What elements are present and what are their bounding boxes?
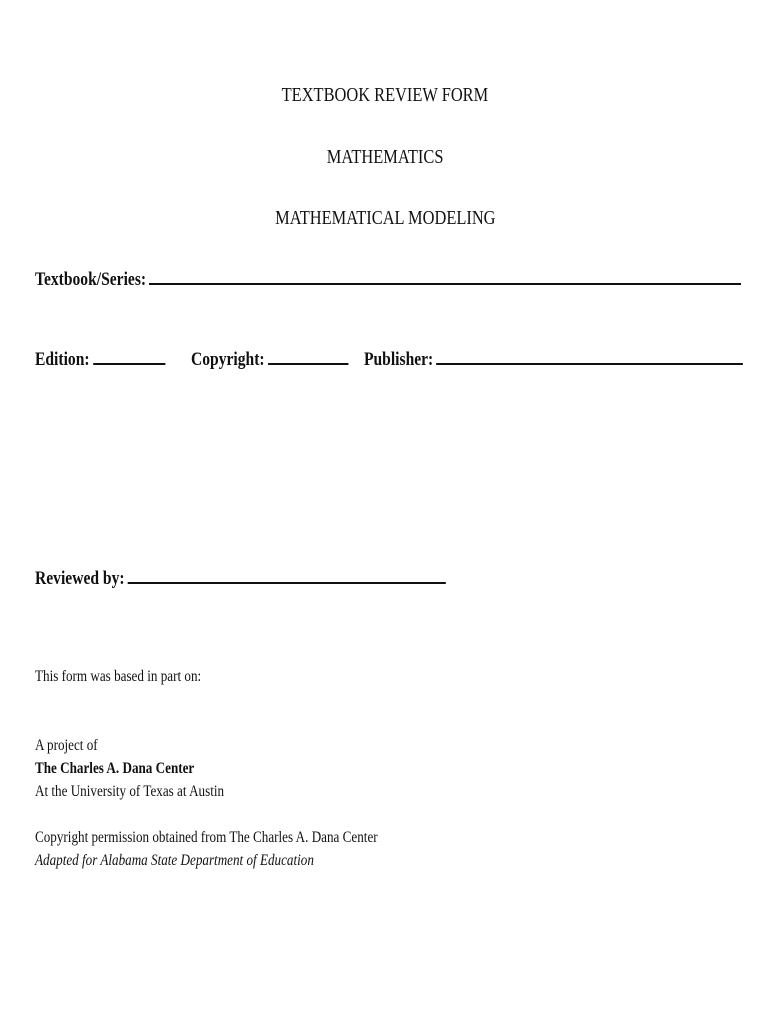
project-of-note: A project of [35, 737, 98, 754]
textbook-series-blank[interactable] [149, 268, 741, 285]
reviewed-by-label: Reviewed by: [35, 568, 125, 589]
textbook-series-field[interactable] [35, 268, 770, 291]
edition-blank[interactable] [93, 348, 165, 365]
copyright-field[interactable] [191, 348, 383, 371]
reviewed-by-field[interactable] [35, 567, 536, 590]
textbook-series-label: Textbook/Series: [35, 269, 147, 290]
form-title: TEXTBOOK REVIEW FORM [281, 84, 489, 106]
subject-heading: MATHEMATICS [326, 146, 444, 168]
permission-note: Copyright permission obtained from The Charles A. Dana Center [35, 829, 378, 846]
edition-label: Edition: [35, 349, 90, 370]
copyright-label: Copyright: [191, 349, 265, 370]
publisher-blank[interactable] [437, 348, 744, 365]
copyright-blank[interactable] [268, 348, 348, 365]
course-heading: MATHEMATICAL MODELING [274, 207, 496, 229]
based-on-note: This form was based in part on: [35, 668, 202, 685]
publisher-label: Publisher: [364, 349, 434, 370]
university-note: At the University of Texas at Austin [35, 783, 225, 800]
edition-field[interactable] [35, 348, 194, 371]
publisher-field[interactable] [364, 348, 770, 371]
reviewed-by-blank[interactable] [128, 567, 446, 584]
adapted-note: Adapted for Alabama State Department of Education [35, 852, 314, 869]
center-name: The Charles A. Dana Center [35, 760, 195, 777]
